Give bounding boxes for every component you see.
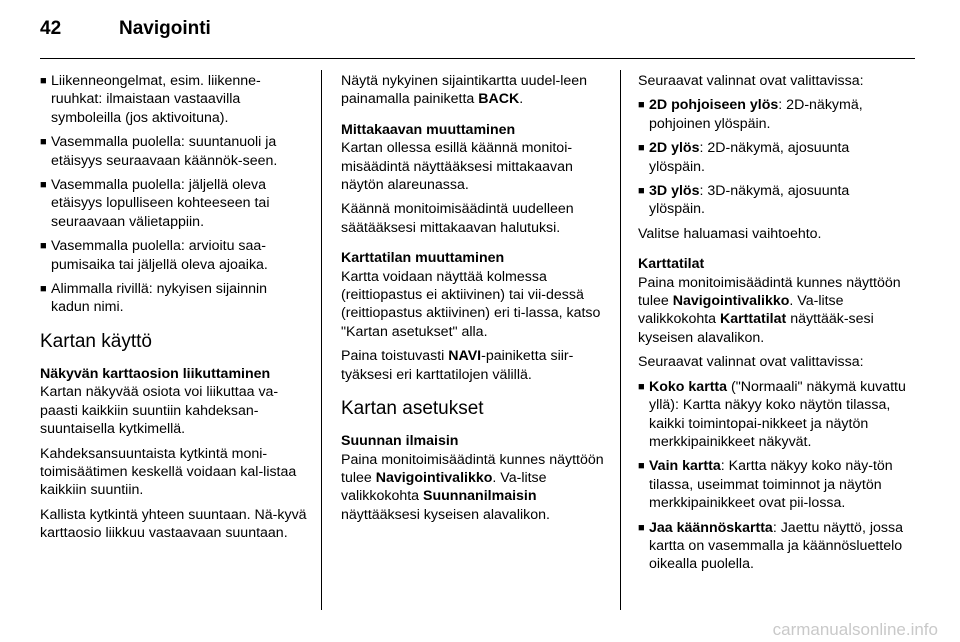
subheading: Suunnan ilmaisin [341,433,459,450]
paragraph: Seuraavat valinnat ovat valittavissa: [638,73,864,89]
column-divider [620,70,621,610]
bullet-icon: ■ [40,75,47,87]
paragraph: Paina monitoimisäädintä kunnes näyttöön tulee Navigointivalikko. Va-litse valikkokohta Karttatilat näyttääk-sesi kyseisen alavalikon. [638,274,901,346]
header-rule [40,58,915,59]
watermark: carmanualsonline.info [772,620,938,639]
subheading: Näkyvän karttaosion liikuttaminen [40,365,271,382]
bullet-icon: ■ [638,142,645,155]
section-title: Navigointi [119,18,211,39]
page-number: 42 [40,18,62,39]
paragraph: Kahdeksansuuntaista kytkintä moni-toimisäätimen keskellä voidaan kal-listaa kaikkiin suuntiin. [40,445,297,499]
paragraph: Kartan näkyvää osiota voi liikuttaa va-paasti kaikkiin suuntiin kahdeksan-suuntaisella kytkimellä. [40,384,279,438]
paragraph: Kartan ollessa esillä käännä monitoi-misäädintä näyttääksesi mittakaavan näytön alareunassa. [341,140,573,194]
heading-kartan-kaytto: Kartan käyttö [40,330,152,352]
bullet-icon: ■ [638,99,645,112]
bullet-icon: ■ [40,240,47,253]
list-item: ■ Liikenneongelmat, esim. liikenne-ruuhkat: ilmaistaan vastaavilla symboleilla (jos aktivoituna). [40,73,261,126]
list-item: ■ Vasemmalla puolella: suuntanuoli ja etäisyys seuraavaan käännök-seen. [40,134,278,169]
bullet-icon: ■ [40,179,47,192]
paragraph: Näytä nykyinen sijaintikartta uudel-leen painamalla painiketta BACK. [341,73,588,108]
paragraph: Valitse haluamasi vaihtoehto. [638,225,822,242]
list-item: ■ Koko kartta ("Normaali" näkymä kuvattu yllä): Kartta näkyy koko näytön tilassa, kaikki toimintopai-nikkeet ja näytön merkkipainikkeet näkyvät. [638,378,906,450]
bullet-icon: ■ [638,185,645,198]
paragraph: Paina monitoimisäädintä kunnes näyttöön tulee Navigointivalikko. Va-litse valikkokohta Suunnanilmaisin näyttääksesi kyseisen alavalikon. [341,451,604,523]
bullet-icon: ■ [638,380,645,393]
paragraph: Kartta voidaan näyttää kolmessa (reittiopastus ei aktiivinen) tai vii-dessä (reittiopastus aktiivinen) eri ti-lassa, katso "Kartan asetukset" alla. [341,268,601,340]
list-item: ■ 2D ylös: 2D-näkymä, ajosuunta ylöspäin. [638,140,850,175]
column-2 [341,72,609,530]
list-item: ■ 2D pohjoiseen ylös: 2D-näkymä, pohjoinen ylöspäin. [638,97,863,132]
list-item: ■ Vasemmalla puolella: jäljellä oleva etäisyys lopulliseen kohteeseen tai seuraavaan välietappiin. [40,177,270,230]
bullet-icon: ■ [40,283,47,296]
subheading: Karttatilan muuttaminen [341,250,505,267]
paragraph: Kallista kytkintä yhteen suuntaan. Nä-kyvä karttaosio liikkuu vastaavaan suuntaan. [40,506,307,542]
paragraph: Käännä monitoimisäädintä uudelleen säätääksesi mittakaavan halutuksi. [341,201,574,236]
column-3 [638,72,906,580]
column-1 [40,72,308,549]
bullet-icon: ■ [40,136,47,149]
list-item: ■ Jaa käännöskartta: Jaettu näyttö, jossa kartta on vasemmalla ja käännösluettelo oikealla puolella. [638,519,903,573]
paragraph: Paina toistuvasti NAVI-painiketta siir-tyäksesi eri karttatilojen välillä. [341,348,574,383]
list-item: ■ Vain kartta: Kartta näkyy koko näy-tön tilassa, useimmat toiminnot ja näytön merkkipainikkeet ovat pii-lossa. [638,458,893,512]
paragraph: Seuraavat valinnat ovat valittavissa: [638,354,864,371]
heading-kartan-asetukset: Kartan asetukset [341,398,484,420]
subheading: Karttatilat [638,256,705,273]
list-item: ■ Alimmalla rivillä: nykyisen sijainnin kadun nimi. [40,281,268,316]
list-item: ■ 3D ylös: 3D-näkymä, ajosuunta ylöspäin. [638,183,850,218]
bullet-icon: ■ [638,460,645,473]
column-divider [321,70,322,610]
bullet-icon: ■ [638,521,645,534]
list-item: ■ Vasemmalla puolella: arvioitu saa-pumisaika tai jäljellä oleva ajoaika. [40,238,268,273]
subheading: Mittakaavan muuttaminen [341,121,516,138]
